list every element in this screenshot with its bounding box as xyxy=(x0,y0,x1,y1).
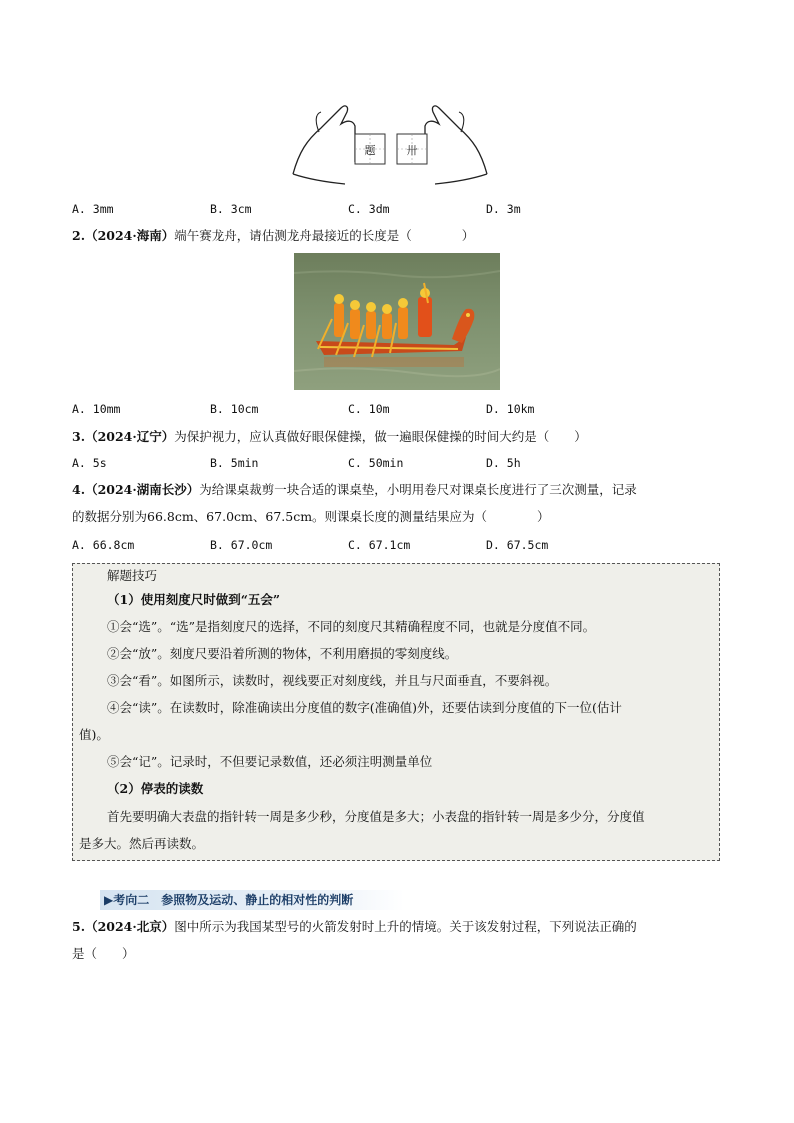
question-5-source: （2024·北京） xyxy=(85,919,175,934)
tips-line-5: ⑤会“记”。记录时，不但要记录数值，还必须注明测量单位 xyxy=(107,754,433,769)
q4-option-a[interactable]: A. 66.8cm xyxy=(72,538,135,552)
question-5 xyxy=(72,918,722,936)
q3-options xyxy=(72,456,722,474)
question-2-text: 端午赛龙舟，请估测龙舟最接近的长度是（ ） xyxy=(174,228,475,243)
tips-line-4b: 值)。 xyxy=(79,727,109,742)
tips-para-1: 首先要明确大表盘的指针转一周是多少秒，分度值是多大；小表盘的指针转一周是多少分，分度值 xyxy=(107,809,645,824)
q3-option-c[interactable]: C. 50min xyxy=(348,456,404,470)
q1-option-b[interactable]: B. 3cm xyxy=(210,202,252,216)
question-5-line2: 是（ ） xyxy=(72,946,135,961)
q3-option-d[interactable]: D. 5h xyxy=(486,456,521,470)
q4-option-b[interactable]: B. 67.0cm xyxy=(210,538,273,552)
question-3-source: （2024·辽宁） xyxy=(85,429,175,444)
q2-option-a[interactable]: A. 10mm xyxy=(72,402,121,416)
question-3-text: 为保护视力，应认真做好眼保健操，做一遍眼保健操的时间大约是（ ） xyxy=(174,429,587,444)
question-2-source: （2024·海南） xyxy=(85,228,175,243)
tips-title: 解题技巧 xyxy=(107,568,158,583)
figure-char-2: 卅 xyxy=(406,144,418,157)
question-2-number: 2. xyxy=(72,228,86,243)
q3-option-b[interactable]: B. 5min xyxy=(210,456,259,470)
figure-char-1: 题 xyxy=(364,144,376,157)
tips-line-2: ②会“放”。刻度尺要沿着所测的物体，不利用磨损的零刻度线。 xyxy=(107,646,458,661)
tips-para-2: 是多大。然后再读数。 xyxy=(79,836,205,851)
question-2 xyxy=(72,227,722,245)
question-4-number: 4. xyxy=(72,482,86,497)
q1-option-c[interactable]: C. 3dm xyxy=(348,202,390,216)
q4-option-c[interactable]: C. 67.1cm xyxy=(348,538,411,552)
question-5-line1: 图中所示为我国某型号的火箭发射时上升的情境。关于该发射过程，下列说法正确的 xyxy=(174,919,637,934)
question-3 xyxy=(72,428,722,446)
q4-option-d[interactable]: D. 67.5cm xyxy=(486,538,549,552)
hands-figure xyxy=(285,92,495,192)
q2-option-d[interactable]: D. 10km xyxy=(486,402,535,416)
tips-line-4a: ④会“读”。在读数时，除准确读出分度值的数字(准确值)外，还要估读到分度值的下一位(估计 xyxy=(107,700,622,715)
q4-options xyxy=(72,538,722,556)
q1-option-a[interactable]: A. 3mm xyxy=(72,202,114,216)
dragon-boat-photo xyxy=(294,253,500,390)
question-4 xyxy=(72,481,722,499)
q2-options xyxy=(72,402,722,420)
section-heading-2: ▶考向二 参照物及运动、静止的相对性的判断 xyxy=(100,890,404,910)
q1-option-d[interactable]: D. 3m xyxy=(486,202,521,216)
tips-line-1: ①会“选”。“选”是指刻度尺的选择，不同的刻度尺其精确程度不同，也就是分度值不同。 xyxy=(107,619,596,634)
tips-box xyxy=(72,563,720,861)
question-4-line1: 为给课桌裁剪一块合适的课桌垫，小明用卷尺对课桌长度进行了三次测量，记录 xyxy=(199,482,637,497)
q2-option-b[interactable]: B. 10cm xyxy=(210,402,259,416)
question-4-line2: 的数据分别为66.8cm、67.0cm、67.5cm。则课桌长度的测量结果应为（ ） xyxy=(72,509,550,524)
tips-heading-2: （2）停表的读数 xyxy=(107,781,204,796)
q1-options xyxy=(72,202,722,220)
q3-option-a[interactable]: A. 5s xyxy=(72,456,107,470)
tips-line-3: ③会“看”。如图所示，读数时，视线要正对刻度线，并且与尺面垂直，不要斜视。 xyxy=(107,673,558,688)
question-3-number: 3. xyxy=(72,429,86,444)
question-4-source: （2024·湖南长沙） xyxy=(85,482,200,497)
question-5-number: 5. xyxy=(72,919,86,934)
q2-option-c[interactable]: C. 10m xyxy=(348,402,390,416)
tips-heading-1: （1）使用刻度尺时做到“五会” xyxy=(107,592,281,607)
